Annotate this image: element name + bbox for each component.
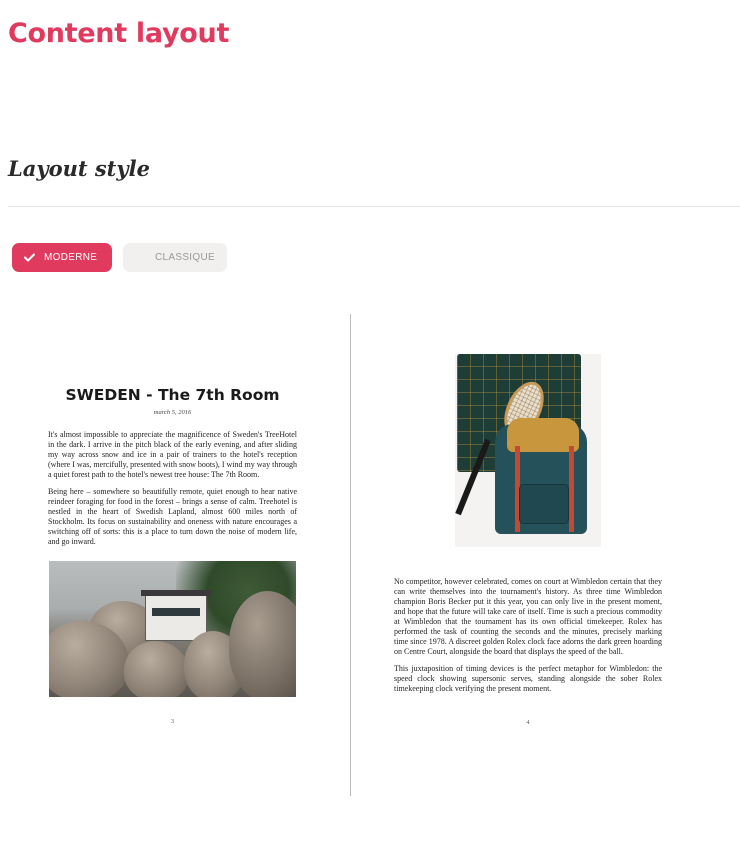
section-divider: [8, 206, 740, 207]
layout-style-toggle: [12, 243, 227, 272]
layout-option-moderne[interactable]: [12, 243, 112, 272]
article-date: march 5, 2016: [153, 409, 192, 416]
preview-right-page: [394, 354, 662, 726]
page-number: 4: [526, 720, 530, 726]
article-paragraph: It's almost impossible to appreciate the magnificence of Sweden's TreeHotel in the dark. I arrive in the pitch black of the early evening, and after sliding my way across snow and ice in a pair of trainers to the hotel's reception (where I was, mercifully, presented with snow boots), I wind my way through a quiet forest path to the hotel's newest tree house: The 7th Room.: [48, 430, 297, 479]
page-title: Content layout: [8, 18, 230, 49]
article-paragraph: This juxtaposition of timing devices is the perfect metaphor for Wimbledon: the speed clock showing supersonic serves, standing alongside the sober Rolex timekeeping clock verifying the present moment.: [394, 664, 662, 693]
page-number: 3: [171, 719, 174, 725]
house-illustration: [145, 595, 207, 641]
backpack-racket-photo: [455, 354, 601, 547]
layout-preview: [0, 312, 740, 796]
layout-style-title: Layout style: [8, 156, 150, 181]
layout-option-label: MODERNE: [44, 252, 98, 263]
layout-option-classique[interactable]: [123, 243, 227, 272]
article-paragraph: Being here – somewhere so beautifully remote, quiet enough to hear native reindeer foraging for food in the forest – brings a sense of calm. Treehotel is nestled in the heart of Swedish Lapland, almost 600 miles north of Stockholm. Its focus on sustainability and oneness with nature encourages a switching off of sorts: this is a place to turn down the noise of modern life, and go inward.: [48, 487, 297, 546]
check-icon: [24, 253, 35, 262]
preview-left-page: [48, 386, 297, 725]
sweden-treehotel-photo: [49, 561, 296, 697]
page-spine: [350, 314, 351, 796]
layout-option-label: CLASSIQUE: [155, 252, 215, 263]
article-paragraph: No competitor, however celebrated, comes on court at Wimbledon certain that they can write themselves into the tournament's history. As three time Wimbledon champion Boris Becker put it this year, you can only live in the present moment, and hope that the future will take care of itself. Time is such a precious commodity at Wimbledon that the tournament has its own official timekeeper. Rolex has performed the task of counting the seconds and the minutes, precisely marking time since 1978. A discreet golden Rolex clock face adorns the dark green hoarding on Centre Court, alongside the board that displays the speed of the ball.: [394, 577, 662, 656]
article-title: SWEDEN - The 7th Room: [65, 386, 280, 404]
